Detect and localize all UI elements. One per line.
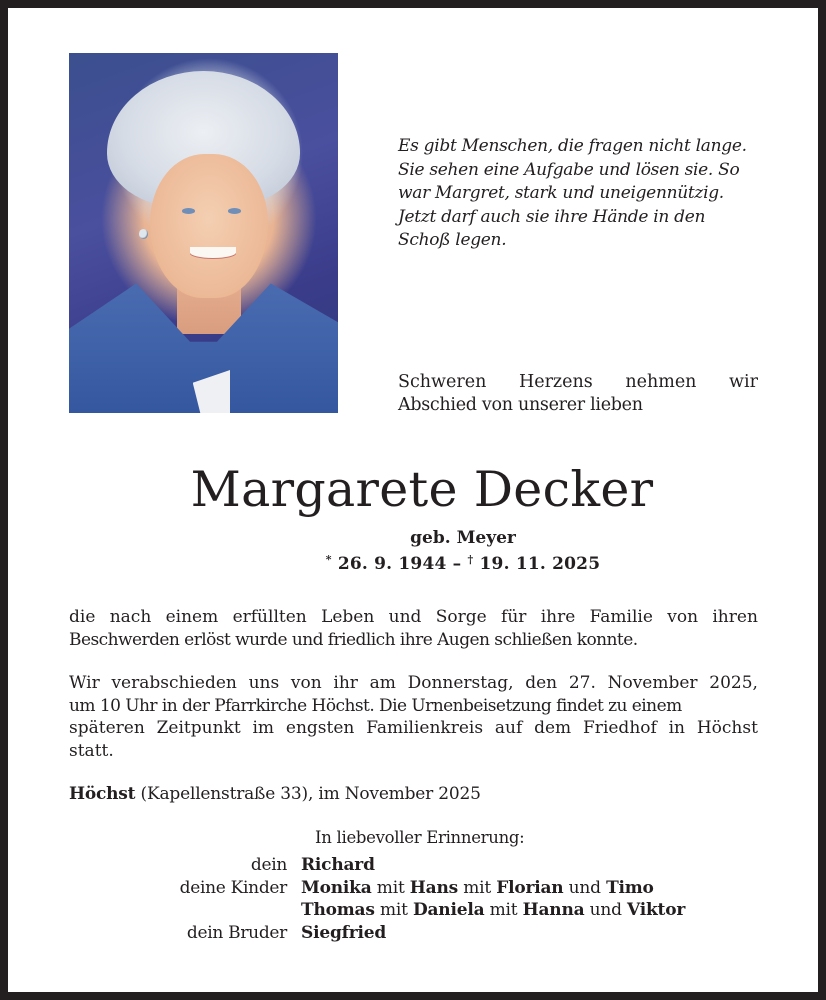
paragraph-line: um 10 Uhr in der Pfarrkirche Höchst. Die Urnenbeisetzung findet zu einem <box>69 695 682 716</box>
photo-eye-left <box>182 208 195 214</box>
mourner-name: Thomas <box>301 900 375 920</box>
connector: mit <box>374 900 413 920</box>
relation-label: dein <box>250 855 287 875</box>
word: von <box>667 607 699 627</box>
memorial-quote <box>398 135 768 253</box>
place-name: Höchst <box>69 784 136 804</box>
date-separator: – <box>446 554 468 574</box>
mourner-names <box>301 922 386 945</box>
connector: mit <box>484 900 523 920</box>
word: erfüllten <box>232 607 307 627</box>
connector: mit <box>458 877 497 898</box>
intro-word: Herzens <box>518 372 593 392</box>
portrait-photo <box>69 53 338 413</box>
memory-line: In liebevoller Erinnerung: <box>315 828 525 847</box>
intro-line-2: Abschied von unserer lieben <box>398 395 643 415</box>
intro-line-1 <box>398 371 758 394</box>
word: dem <box>534 718 572 738</box>
mourner-name: Siegfried <box>301 922 387 943</box>
word: am <box>369 673 396 693</box>
quote-line: Schoß legen. <box>398 230 507 250</box>
mourner-name: Monika <box>301 877 372 898</box>
mourner-row <box>8 854 818 877</box>
word: 27. <box>568 673 596 693</box>
word: ihre <box>540 607 576 627</box>
mourner-name: Timo <box>606 877 654 898</box>
word: Wir <box>69 673 100 693</box>
quote-line: war Margret, stark und uneigennützig. <box>398 183 724 203</box>
deceased-name: Margarete Decker <box>190 461 654 518</box>
word: nach <box>109 607 152 627</box>
mourner-name: Richard <box>301 855 375 875</box>
word: Sorge <box>435 607 487 627</box>
intro-word: nehmen <box>625 372 697 392</box>
photo-eye-right <box>228 208 241 214</box>
body-paragraph-1 <box>69 606 758 651</box>
mourner-name: Hanna <box>522 900 585 920</box>
word: im <box>252 718 275 738</box>
body-paragraph-2 <box>69 672 758 762</box>
word: die <box>69 607 96 627</box>
paragraph-line: Beschwerden erlöst wurde und friedlich ihre Augen schließen konnte. <box>69 629 638 650</box>
word: Zeitpunkt <box>156 718 241 738</box>
quote-line: Jetzt darf auch sie ihre Hände in den <box>398 206 706 227</box>
word: in <box>668 718 686 738</box>
word: und <box>388 607 422 627</box>
word: uns <box>248 673 280 693</box>
connector: und <box>584 900 628 920</box>
word: für <box>501 607 527 627</box>
photo-earring <box>139 229 148 238</box>
word: engsten <box>285 718 355 738</box>
mourner-names <box>301 854 375 877</box>
intro-word: Schweren <box>398 372 487 392</box>
word: Donnerstag, <box>407 673 514 693</box>
quote-line: Sie sehen eine Aufgabe und lösen sie. So <box>398 159 740 180</box>
life-dates <box>8 549 818 575</box>
quote-line: Es gibt Menschen, die fragen nicht lange. <box>398 136 747 156</box>
death-symbol: † <box>467 553 474 566</box>
paragraph-line <box>69 606 758 629</box>
word: von <box>290 673 322 693</box>
relation-label: deine Kinder <box>179 877 287 898</box>
mourner-row <box>8 922 818 945</box>
word: auf <box>494 718 523 738</box>
place-and-date <box>69 783 481 805</box>
word: verabschieden <box>111 673 237 693</box>
mourner-name: Hans <box>409 877 458 898</box>
word: Leben <box>321 607 375 627</box>
word: 2025, <box>709 673 758 693</box>
connector: mit <box>371 877 410 898</box>
word: einem <box>165 607 219 627</box>
death-date: 19. 11. 2025 <box>479 554 601 574</box>
mourner-row <box>8 877 818 900</box>
mourner-name: Florian <box>496 877 564 898</box>
word: späteren <box>69 718 145 738</box>
paragraph-line <box>69 672 758 695</box>
paragraph-line <box>69 717 758 740</box>
word: Friedhof <box>583 718 657 738</box>
birth-symbol: * <box>325 553 332 566</box>
maiden-name: geb. Meyer <box>410 528 516 548</box>
intro-text <box>398 371 758 417</box>
mourner-row <box>8 899 818 922</box>
relation-label: dein Bruder <box>186 922 287 943</box>
intro-word: wir <box>729 372 758 392</box>
mourner-name: Viktor <box>627 900 686 920</box>
word: ihren <box>712 607 758 627</box>
relation-label <box>8 899 301 922</box>
word: Familie <box>589 607 653 627</box>
birth-date: 26. 9. 1944 <box>337 554 447 574</box>
photo-face-shape <box>150 154 268 298</box>
obituary-page <box>8 8 818 992</box>
word: ihr <box>333 673 358 693</box>
word: Familienkreis <box>366 718 484 738</box>
paragraph-line: statt. <box>69 740 114 761</box>
connector: und <box>563 877 607 898</box>
address-and-date: (Kapellenstraße 33), im November 2025 <box>135 784 481 804</box>
mourner-names <box>301 899 685 922</box>
word: Höchst <box>696 718 758 738</box>
word: den <box>525 673 558 693</box>
word: November <box>607 673 698 693</box>
mourner-name: Daniela <box>412 900 485 920</box>
mourners-list <box>8 854 818 944</box>
mourner-names <box>301 877 654 900</box>
